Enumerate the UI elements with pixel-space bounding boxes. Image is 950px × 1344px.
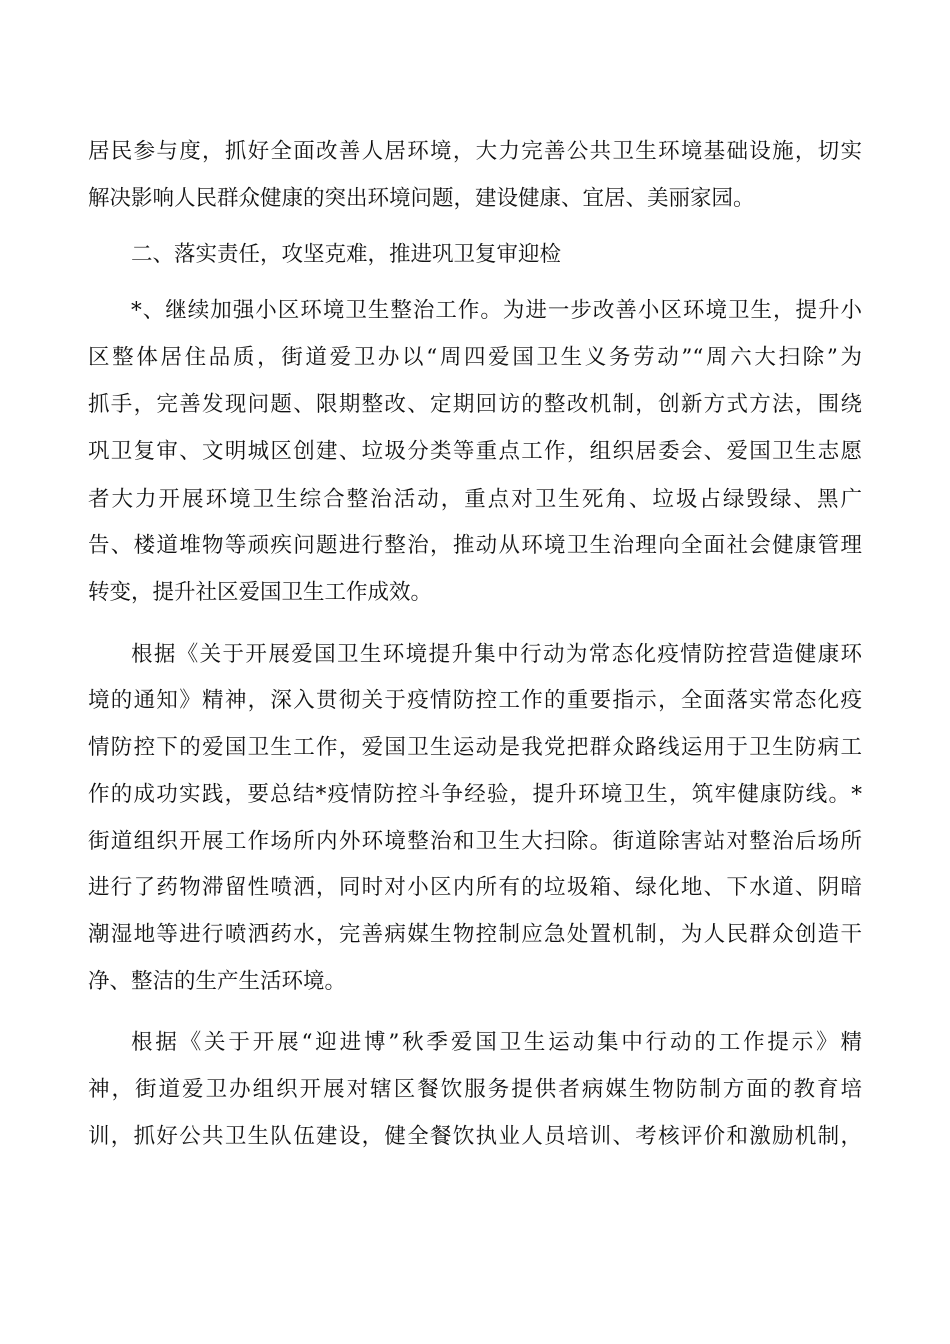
text-line: 巩卫复审、文明城区创建、垃圾分类等重点工作，组织居委会、爱国卫生志愿 bbox=[88, 439, 862, 464]
text-line: 区整体居住品质，街道爱卫办以“周四爱国卫生义务劳动”“周六大扫除”为 bbox=[88, 345, 862, 370]
text-line: 境的通知》精神，深入贯彻关于疫情防控工作的重要指示，全面落实常态化疫 bbox=[88, 688, 862, 713]
text-line: 转变，提升社区爱国卫生工作成效。 bbox=[88, 580, 433, 605]
text-line: 情防控下的爱国卫生工作，爱国卫生运动是我党把群众路线运用于卫生防病工 bbox=[88, 735, 862, 760]
text-line: 解决影响人民群众健康的突出环境问题，建设健康、宜居、美丽家园。 bbox=[88, 186, 755, 211]
text-line: 作的成功实践，要总结*疫情防控斗争经验，提升环境卫生，筑牢健康防线。* bbox=[88, 782, 862, 807]
text-line: *、继续加强小区环境卫生整治工作。为进一步改善小区环境卫生，提升小 bbox=[131, 298, 862, 323]
text-line: 抓手，完善发现问题、限期整改、定期回访的整改机制，创新方式方法，围绕 bbox=[88, 392, 862, 417]
text-line: 训，抓好公共卫生队伍建设，健全餐饮执业人员培训、考核评价和激励机制， bbox=[88, 1124, 862, 1149]
text-line: 根据《关于开展爱国卫生环境提升集中行动为常态化疫情防控营造健康环 bbox=[131, 642, 862, 667]
text-line: 居民参与度，抓好全面改善人居环境，大力完善公共卫生环境基础设施，切实 bbox=[88, 139, 862, 164]
text-line: 二、落实责任，攻坚克难，推进巩卫复审迎检 bbox=[131, 242, 562, 267]
text-line: 根据《关于开展“迎进博”秋季爱国卫生运动集中行动的工作提示》精 bbox=[131, 1030, 862, 1055]
text-line: 净、整洁的生产生活环境。 bbox=[88, 969, 347, 994]
text-line: 街道组织开展工作场所内外环境整治和卫生大扫除。街道除害站对整治后场所 bbox=[88, 829, 862, 854]
text-line: 潮湿地等进行喷洒药水，完善病媒生物控制应急处置机制，为人民群众创造干 bbox=[88, 922, 862, 947]
text-line: 告、楼道堆物等顽疾问题进行整治，推动从环境卫生治理向全面社会健康管理 bbox=[88, 533, 862, 558]
text-line: 者大力开展环境卫生综合整治活动，重点对卫生死角、垃圾占绿毁绿、黑广 bbox=[88, 487, 862, 512]
text-line: 进行了药物滞留性喷洒，同时对小区内所有的垃圾箱、绿化地、下水道、阴暗 bbox=[88, 875, 862, 900]
text-line: 神，街道爱卫办组织开展对辖区餐饮服务提供者病媒生物防制方面的教育培 bbox=[88, 1077, 862, 1102]
